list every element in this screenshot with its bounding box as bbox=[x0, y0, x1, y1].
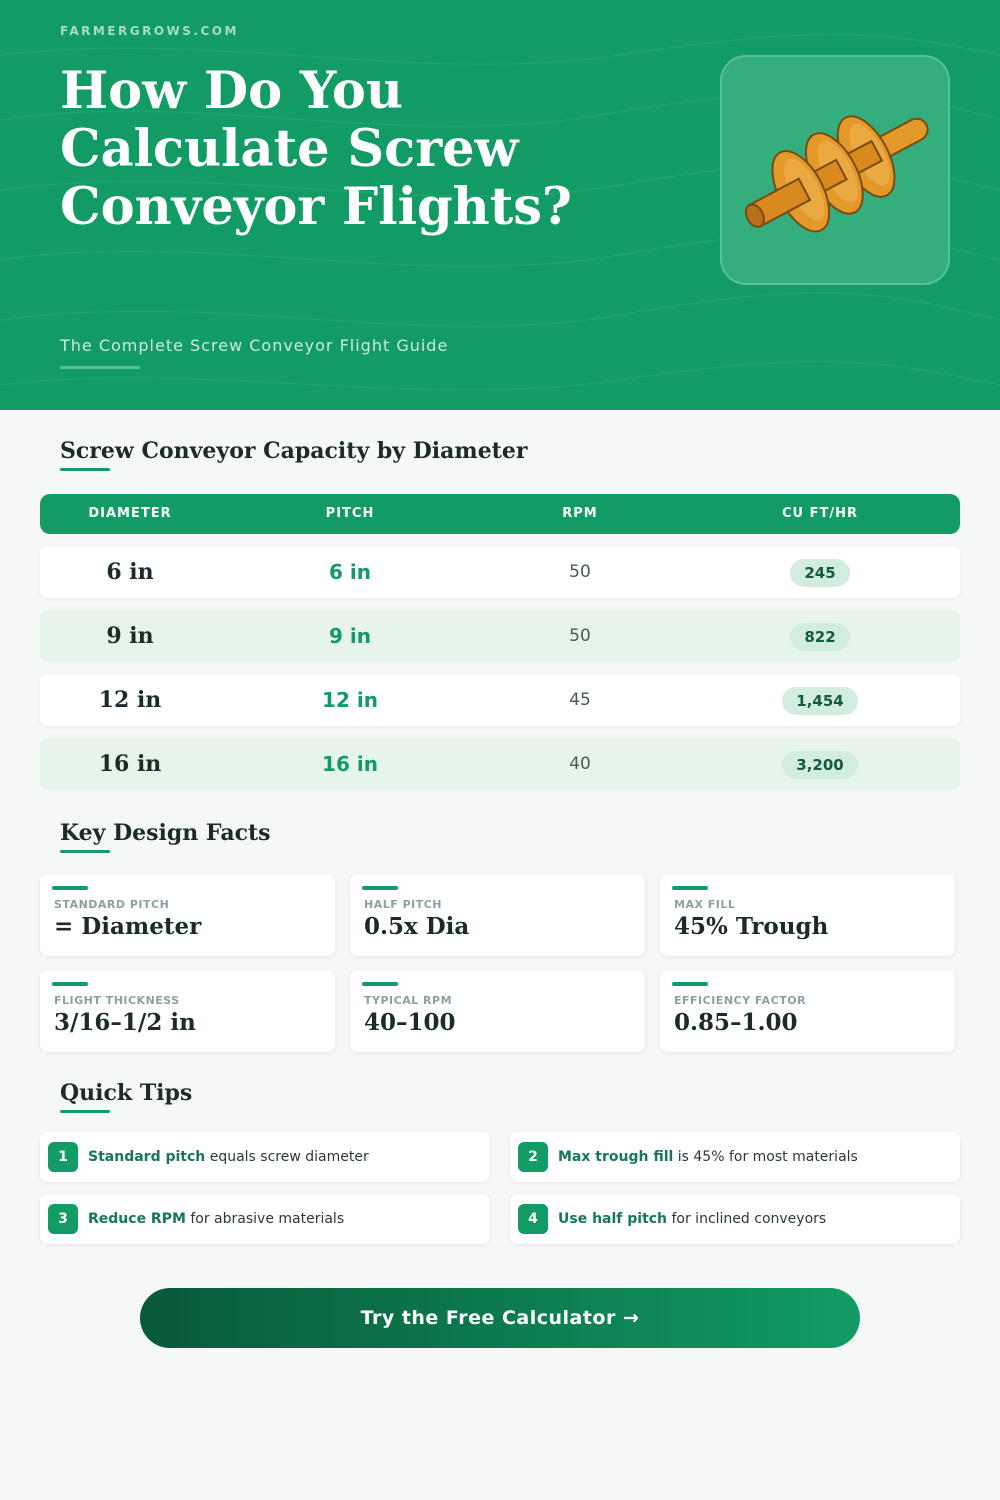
cell-diameter: 16 in bbox=[98, 751, 162, 777]
fact-value: 45% Trough bbox=[674, 913, 829, 940]
fact-accent-bar bbox=[52, 886, 88, 890]
tip-text bbox=[558, 1132, 858, 1182]
tip-highlight: Standard pitch bbox=[88, 1149, 206, 1165]
cell-capacity bbox=[730, 738, 910, 790]
tip-rest: is 45% for most materials bbox=[673, 1149, 858, 1165]
tip-number-badge: 3 bbox=[48, 1204, 78, 1234]
cell-rpm: 50 bbox=[569, 562, 591, 582]
capacity-badge: 1,454 bbox=[782, 687, 857, 715]
tip-highlight: Max trough fill bbox=[558, 1149, 674, 1165]
facts-title-underline bbox=[60, 850, 110, 853]
fact-label: FLIGHT THICKNESS bbox=[54, 994, 180, 1007]
fact-accent-bar bbox=[672, 982, 708, 986]
site-name: FARMERGROWS.COM bbox=[60, 24, 239, 38]
cell-capacity bbox=[730, 546, 910, 598]
subtitle-underline bbox=[60, 366, 140, 369]
tips-section-title: Quick Tips bbox=[60, 1080, 193, 1106]
hero-banner bbox=[0, 0, 1000, 410]
tip-highlight: Use half pitch bbox=[558, 1211, 668, 1227]
capacity-badge: 245 bbox=[790, 559, 849, 587]
fact-value: 3/16–1/2 in bbox=[54, 1009, 196, 1036]
fact-value: = Diameter bbox=[54, 913, 202, 940]
tips-title-underline bbox=[60, 1110, 110, 1113]
cell-pitch: 6 in bbox=[329, 560, 371, 584]
cell-pitch: 9 in bbox=[329, 624, 371, 648]
fact-label: MAX FILL bbox=[674, 898, 736, 911]
tip-item bbox=[510, 1194, 960, 1244]
capacity-title-underline bbox=[60, 468, 110, 471]
cell-diameter: 6 in bbox=[106, 559, 154, 585]
tip-item bbox=[40, 1194, 490, 1244]
tip-text bbox=[558, 1194, 826, 1244]
cell-pitch: 12 in bbox=[322, 688, 378, 712]
fact-card bbox=[350, 970, 645, 1052]
tip-item bbox=[510, 1132, 960, 1182]
cell-diameter: 12 in bbox=[98, 687, 162, 713]
page-title: How Do You Calculate Screw Conveyor Flights? bbox=[60, 61, 572, 237]
cell-capacity bbox=[730, 674, 910, 726]
fact-card bbox=[350, 874, 645, 956]
screw-conveyor-auger-icon bbox=[722, 57, 952, 287]
table-row bbox=[40, 546, 960, 598]
table-header bbox=[40, 494, 960, 534]
cell-capacity bbox=[730, 610, 910, 662]
icon-card bbox=[720, 55, 950, 285]
fact-label: STANDARD PITCH bbox=[54, 898, 170, 911]
column-header-rpm: RPM bbox=[562, 506, 598, 521]
fact-accent-bar bbox=[362, 982, 398, 986]
cell-rpm: 45 bbox=[569, 690, 591, 710]
cell-pitch: 16 in bbox=[322, 752, 378, 776]
column-header-capacity: CU FT/HR bbox=[781, 506, 858, 521]
table-row bbox=[40, 674, 960, 726]
fact-value: 0.5x Dia bbox=[364, 913, 470, 940]
tip-rest: equals screw diameter bbox=[205, 1149, 369, 1165]
tip-number-badge: 4 bbox=[518, 1204, 548, 1234]
tip-rest: for abrasive materials bbox=[185, 1211, 345, 1227]
tip-text bbox=[88, 1194, 344, 1244]
fact-label: TYPICAL RPM bbox=[364, 994, 453, 1007]
cell-diameter: 9 in bbox=[106, 623, 154, 649]
tip-number-badge: 1 bbox=[48, 1142, 78, 1172]
fact-value: 40–100 bbox=[364, 1009, 456, 1036]
free-calculator-button[interactable]: Try the Free Calculator → bbox=[140, 1288, 860, 1348]
fact-card bbox=[40, 970, 335, 1052]
fact-accent-bar bbox=[672, 886, 708, 890]
fact-card bbox=[40, 874, 335, 956]
column-header-pitch: PITCH bbox=[325, 506, 375, 521]
cell-rpm: 40 bbox=[569, 754, 591, 774]
fact-accent-bar bbox=[52, 982, 88, 986]
capacity-badge: 3,200 bbox=[782, 751, 857, 779]
tip-number-badge: 2 bbox=[518, 1142, 548, 1172]
facts-section-title: Key Design Facts bbox=[60, 820, 271, 846]
tip-text bbox=[88, 1132, 369, 1182]
table-row bbox=[40, 738, 960, 790]
tip-rest: for inclined conveyors bbox=[667, 1211, 827, 1227]
fact-card bbox=[660, 874, 955, 956]
capacity-section-title: Screw Conveyor Capacity by Diameter bbox=[60, 438, 528, 464]
fact-value: 0.85–1.00 bbox=[674, 1009, 798, 1036]
tip-highlight: Reduce RPM bbox=[88, 1211, 186, 1227]
fact-accent-bar bbox=[362, 886, 398, 890]
fact-card bbox=[660, 970, 955, 1052]
fact-label: HALF PITCH bbox=[364, 898, 443, 911]
column-header-diameter: DIAMETER bbox=[88, 506, 172, 521]
page-subtitle: The Complete Screw Conveyor Flight Guide bbox=[60, 336, 449, 355]
tip-item bbox=[40, 1132, 490, 1182]
table-row bbox=[40, 610, 960, 662]
cell-rpm: 50 bbox=[569, 626, 591, 646]
capacity-badge: 822 bbox=[790, 623, 849, 651]
fact-label: EFFICIENCY FACTOR bbox=[674, 994, 807, 1007]
